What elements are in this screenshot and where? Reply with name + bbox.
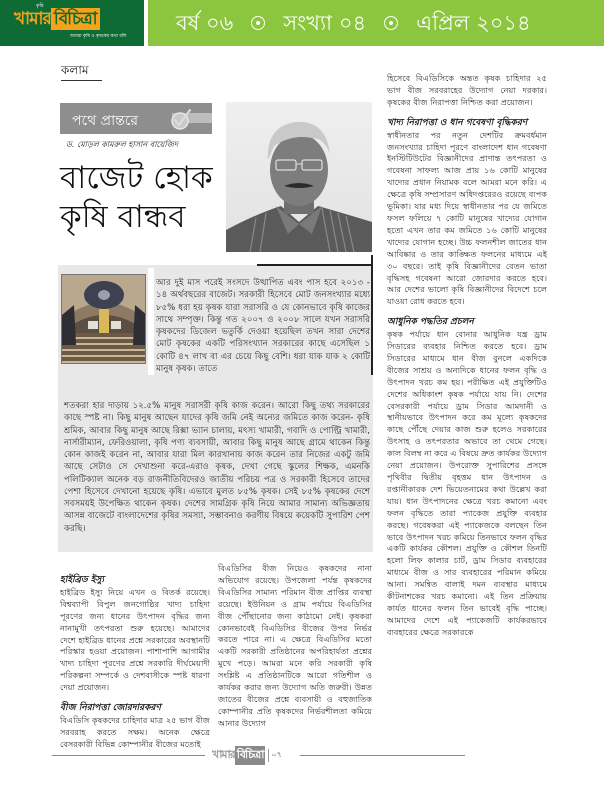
author-portrait [226, 102, 372, 252]
footer-logo-part-khamar: খামার [212, 747, 235, 761]
intro-paragraph-top: আর দুই মাস পরেই সংসদে উত্থাপিত এবং পাস হবে ২০১৩ - ১৪ অর্থবছরের বাজেট। সরকারী হিসেবে মোট জনসংখ্যার মধ্যে ৮৫% ধরা হয় কৃষক যারা সরাসরি ও যে কোনভাবে কৃষি কাজের সাথে সম্পৃক্ত। কিন্তু গত ২০০৭ ও ২০০৮ সালে যখন সরাসরি কৃষকদের ডিজেল ভতুর্কি দেওয়া হয়েছিল তখন সারা দেশের মোট কৃষকের একটি পরিসংখ্যান সরকারের কাছে এসেছিল ১ কোটি ৪৭ লাখ বা এর চেয়ে কিছু বেশি। ধরা যাক যাক ২ কোটি মানুষ কৃষক। তাতে [156, 278, 370, 374]
logo-small-text: কৃষি [36, 3, 44, 9]
photo-gutter [148, 268, 154, 375]
author-byline: ড. মোড়ল কামরুল হাসান বায়েজিদ [66, 140, 178, 149]
parliament-photo [61, 274, 146, 364]
intro-top-rule [257, 264, 373, 266]
footer-rule-left [52, 755, 205, 756]
paragraph: স্বাধীনতার পর নতুন দেশটির ক্রমবর্ধমান জনসংখ্যার চাহিদা পূরণে বাংলাদেশ ধান গবেষণা ইনস্টিটিউটের বিজ্ঞানীদের প্রাণান্ত তৎপরতা ও গবেষনা সাফল্য আজ প্রায় ১৬ কোটি মানুষের খাদ্যের প্রধান নিয়ামক বলে আমরা মনে করি। এ ক্ষেত্রে কৃষি সম্প্রসারণ অধিদপ্তরেরও রয়েছে ব্যপক ভূমিকা। যার মধ্য দিয়ে স্বাধীনতার পর যে জমিতে ফসল ফলিয়ে ৭ কোটি মানুষের খাদ্যের যোগান হতো এখন তার কম জমিতে ১৬ কোটি মানুষের খাদ্যের যোগান হচ্ছে। উচ্চ ফলনশীল জাতের ধান আবিষ্কার ও তার কাঙ্ক্ষিত ফলনের মাধ্যমে এই ৩০ বছরে। তাই কৃষি বিজ্ঞানীদের বেতন ভাতা বৃদ্ধিসহ গবেষনা আরো জোরদার করতে হবে। আর দেশের ভালো কৃষি বিজ্ঞানীদের বিদেশে চলে যাওয়া রোধ করতে হবে। [387, 129, 547, 307]
subheading-modern-methods: আধুনিক পদ্ধতির প্রচলন [387, 317, 474, 328]
section-label: কলাম [61, 63, 89, 77]
paragraph: হিসেবে বিএডিসিকে অন্তত কৃষক চাহিদার ২৫ ভাগ বীজ সরবরাহের উদ্যোগ নেয়া দরকার। কৃষকের বীজ নিরাপত্তা নিশ্চিত করা প্রয়োজন। [387, 73, 547, 107]
issue-info-bar [148, 0, 604, 46]
page-number: ০৭ [268, 749, 281, 762]
intro-paragraph-bottom: শতকরা হার দাড়ায় ১২.৫% মানুষ সরাসরী কৃষি কাজ করেন। আরো কিছু তথ্য সরকারের কাছে স্পষ্ট না। কিছু মানুষ আছেন যাদের কৃষি জমি নেই অন্যের জমিতে কাজ করেন- কৃষি শ্রমিক, আবার কিছু মানুষ আছে রিক্সা ভ্যান চালায়, মৎস্য খামারী, গবাদি ও পোল্ট্রি খামারী, নার্সারীম্যান, ফেরিওয়ালা, কৃষি পণ্য ব্যবসায়ী, আবার কিছু মানুষ আছে গ্রামে থাকেন কিন্তু কোন কাজই করেন না, আবার যারা মিল কারখানায় কাজ করেন তার নিজের একটু জমি আছে সেটাও সে দেখাশুনা করে-এরাও কৃষক, দেখা গেছে স্কুলের শিক্ষক, এমনকি পলিটিক্যাল অনেক বড় রাজনীতিবিদেরও জাতীয় পরিচয় পত্র ও সরকারী হিসেবে তাদের পেশা হিসেবে দেখানো হয়েছে কৃষি। এভাবে মুলত ৮৫% কৃষক। সেই ৮৫% কৃষকের দেশে সবসময়ই উপেক্ষিত থাকেন কৃষক। দেশের সামগ্রিক কৃষি নিয়ে আমার সামান্য অভিজ্ঞতায় আসন্ন বাজেটে বাংলাদেশের কৃষির সমস্যা, সম্ভাবনাও করণীয় বিষয়ে কয়েকটি সুপারিশ পেশ করছি। [64, 401, 370, 534]
subheading-food-security: খাদ্য নিরাপত্তা ও ধান গবেষণা বৃদ্ধিকরণ [387, 117, 528, 128]
paragraph: হাইব্রিড ইস্যু নিয়ে এখন ও বিতর্ক রয়েছে। বিশ্বব্যাপী বিপুল জনগোষ্ঠির খাদ্য চাহিদা পূরণের জন্য ধানের উৎপাদন বৃদ্ধির জন্য নানামুখী তৎপরতা শুরু হয়েছে। আমাদের দেশে হাইব্রিড ধানের প্রশ্নে সরকারের অবস্থানটি পরিস্কার হওয়া প্রয়োজন। পাশাপাশি আগামীর খাদ্য চাহিদা পূরণের প্রশ্নে সরকারি দীর্ঘমেয়াদী পরিকল্পনা সম্পর্কে ও দেশবাসীকে স্পষ্ট ধারণা দেয়া প্রয়োজন। [60, 586, 210, 693]
body-column-3 [387, 73, 547, 648]
column-banner [60, 103, 212, 134]
masthead [0, 0, 610, 46]
body-column-2 [218, 563, 372, 739]
article-headline [60, 159, 230, 237]
footer-rule-right [300, 755, 465, 756]
subheading-seed-security: বীজ নিরাপত্তা জোরদারকরণ [60, 703, 161, 714]
footer-logo-part-bichitra: বিচিত্রা [235, 746, 266, 765]
logo-part-khamar: খামার [14, 9, 51, 29]
logo-tagline: আমরা কৃষি ও কৃষকের কথা বলি [70, 34, 127, 39]
checkmark-circle-icon [168, 106, 194, 132]
column-name: পথে প্রান্তরে [72, 113, 139, 129]
paragraph: বিএডিসির বীজ নিয়েও কৃষকদের নানা অভিযোগ রয়েছে। উপজেলা পর্যন্ত কৃষকদের বিএডিসির সামান্য পরিমান বীজ প্রাপ্তির ব্যবস্থা রয়েছে। ইউনিয়ন ও গ্রাম পর্যায়ে বিএডিসির বীজ পৌঁছানোর জন্য কাঠামো নেই। কৃষকরা কোনভাবেই বিএডিসির বীজের উপর নির্ভর করতে পারে না। এ ক্ষেত্রে বিএডিসির মতো একটি সরকারী প্রতিষ্ঠানের অপরিহার্যতা প্রশ্নের মুখে পড়ে। আমরা মনে করি সরকারী কৃষি সংশ্লিষ্ট এ প্রতিষ্ঠানটিকে আরো গতিশীল ও কার্যকর করার জন্য উদ্যোগ অতি জরুরী। উন্নত জাতের বীজের প্রশ্নে ব্যবসায়ী ও বহুজাতিক কোম্পানীর প্রতি কৃষকদের নির্ভরশীলতা কমিয়ে আনার উদ্যোগ [218, 563, 372, 728]
footer-logo [212, 748, 282, 762]
logo-wordmark [14, 8, 100, 30]
subheading-hybrid-issue: হাইব্রিড ইস্যু [60, 575, 104, 585]
section-underline [61, 80, 102, 81]
headline-line-2: কৃষি বান্ধব [60, 199, 186, 235]
paragraph: কৃষক পর্যায়ে ধান বোনার আধুনিক যন্ত্র ড্রাম সিডারের ব্যবহার নিশ্চিত করতে হবে। ড্রাম সিডারের মাধ্যমে ধান বীজ বুনলে একদিকে বীজের সাশ্রয় ও অন্যদিকে ধানের ফলন বৃদ্ধি ও উৎপাদন খরচ কম হয়। পরীক্ষিত এই প্রযুক্তিটিও দেশের অধিকাংশ কৃষক পর্যায়ে যায় নি। দেশের বেসরকারী পর্যায়ে ড্রাম সিডার আমদানী ও স্থানীয়ভাবে উৎপাদন করে কম মূল্যে কৃষকদের কাছে পৌঁছে দেয়ার কাজ শুরু হলেও সরকারের উৎসাহ ও তৎপরতার অভাবে তা থেমে গেছে। কাল বিলম্ব না করে এ বিষয়ে দ্রুত কার্যকর উদ্যোগ নেয়া প্রয়োজন। উপরোক্ত সুপারিশের প্রসঙ্গে পৃথিবীর দ্বিতীয় বৃহত্তম ধান উৎপাদন ও রপ্তানীকারক দেশ ভিয়েতনামের কথা উল্লেখ করা যায়। ধান উৎপাদনের ক্ষেত্রে খরচ কমানো এবং ফলন বৃদ্ধিতে তারা প্যাকেজ প্রযুক্তি ব্যবহার করছে। গবেষকরা এই প্যাকেজকে বলছেন তিন ভাবে উৎপাদন খরচ কমিয়ে তিনভাবে ফলন বৃদ্ধির একটি কার্যকর কৌশল। প্রযুক্তি ও কৌশল তিনটি হলো লিফ কালার চার্ট, ড্রাম সিডার ব্যবহারের মাধ্যমে বীজ ও সার ব্যবহারের পরিমান কমিয়ে আনা। সমন্বিত বালাই দমন ব্যবস্থার মাধ্যমে কীটনাশকের খরচ কমানো। এই তিন প্রক্রিয়ায় কার্যত ধানের ফলন তিন ভাবেই বৃদ্ধি পাচ্ছে। আমাদের দেশে এই প্যাকেজটি কার্যকরভাবে ব্যবহারের ক্ষেত্রে সরকারকে [387, 329, 547, 637]
logo-part-bichitra: বিচিত্রা [51, 8, 100, 30]
year-label: বর্ষ ০৬ [176, 11, 234, 35]
paragraph: বিএডিসি কৃষকদের চাহিদার মাত্র ২৫ ভাগ বীজ সরবরাহ করতে সক্ষম। অনেক ক্ষেত্রে বেসরকারী বিভিন্ন কোম্পানীর বীজের মতোই [60, 714, 210, 749]
headline-line-1: বাজেট হোক [60, 160, 213, 196]
issue-date-label: এপ্রিল ২০১৪ [416, 11, 531, 35]
body-column-1 [60, 573, 210, 760]
intro-side-rule [371, 255, 373, 375]
magazine-logo [0, 0, 146, 46]
bullet-circle-icon [251, 16, 265, 30]
issue-number-label: সংখ্যা ০৪ [283, 11, 367, 35]
bullet-circle-icon [384, 16, 398, 30]
